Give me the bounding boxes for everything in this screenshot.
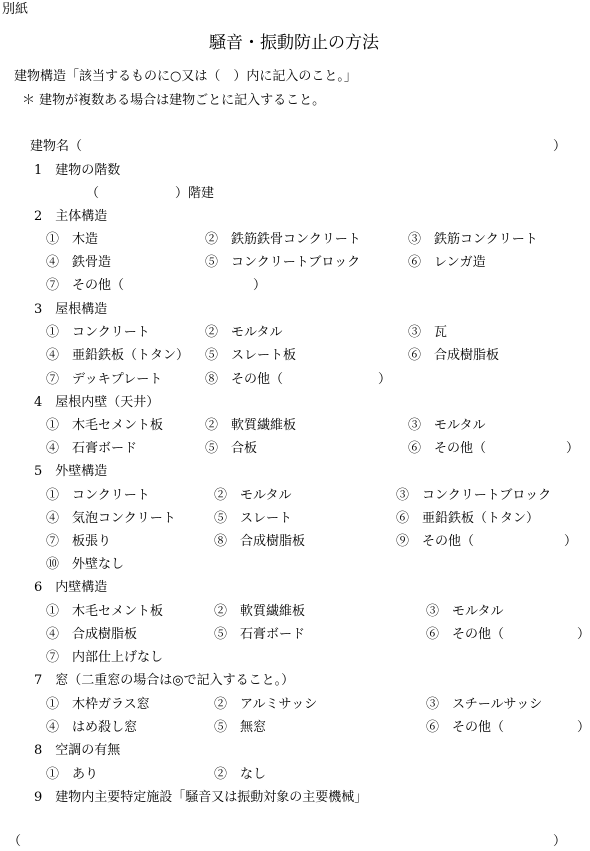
section-heading: 8 空調の有無: [34, 743, 121, 758]
option-item: ② 鉄筋鉄骨コンクリート: [205, 232, 361, 247]
corner-label: 別紙: [2, 2, 29, 17]
building-name-label: 建物名（: [30, 139, 83, 154]
equipment-blank-close: ）: [553, 834, 567, 849]
section-heading: 1 建物の階数: [34, 163, 121, 178]
option-item: ⑦ デッキプレート: [46, 372, 163, 387]
option-item: ⑤ 無窓: [214, 720, 267, 735]
option-item: ⑧ 合成樹脂板: [214, 534, 306, 549]
option-item: ① コンクリート: [46, 488, 150, 503]
option-item: ⑩ 外壁なし: [46, 557, 125, 572]
option-item: ⑥ 亜鉛鉄板（トタン）: [396, 511, 540, 526]
option-item: ③ コンクリートブロック: [396, 488, 552, 503]
option-item: ⑧ その他（: [205, 372, 284, 387]
option-close: ）: [253, 278, 267, 293]
option-item: ⑤ コンクリートブロック: [205, 255, 361, 270]
option-item: ⑥ レンガ造: [408, 255, 486, 270]
instruction-text: 建物構造「該当するものに○又は（ ）内に記入のこと。」: [14, 69, 357, 84]
option-item: ① コンクリート: [46, 325, 150, 340]
option-item: ② アルミサッシ: [214, 697, 318, 712]
option-item: ④ はめ殺し窓: [46, 720, 138, 735]
option-item: ⑦ その他（: [46, 278, 125, 293]
option-item: ② 軟質繊維板: [205, 418, 297, 433]
option-item: ③ 瓦: [408, 325, 448, 340]
floors-open: （: [86, 186, 100, 201]
option-item: ③ モルタル: [408, 418, 486, 433]
floors-close: ）階建: [175, 186, 215, 201]
option-item: ④ 気泡コンクリート: [46, 511, 176, 526]
option-item: ① 木造: [46, 232, 99, 247]
option-item: ⑤ 合板: [205, 441, 258, 456]
option-item: ⑦ 板張り: [46, 534, 112, 549]
option-item: ① 木毛セメント板: [46, 418, 164, 433]
option-close: ）: [564, 534, 578, 549]
option-item: ① 木枠ガラス窓: [46, 697, 150, 712]
page-title: 騒音・振動防止の方法: [209, 33, 379, 53]
option-item: ③ スチールサッシ: [426, 697, 543, 712]
equipment-blank-open: （: [8, 834, 22, 849]
option-item: ② モルタル: [205, 325, 283, 340]
option-item: ⑤ 石膏ボード: [214, 627, 306, 642]
section-heading: 7 窓（二重窓の場合は◎で記入すること。）: [34, 673, 295, 688]
option-close: ）: [577, 720, 590, 735]
option-item: ② 軟質繊維板: [214, 604, 306, 619]
option-item: ⑤ スレート: [214, 511, 293, 526]
option-item: ⑥ その他（: [426, 720, 505, 735]
option-item: ⑦ 内部仕上げなし: [46, 650, 164, 665]
building-name-close: ）: [553, 139, 567, 154]
option-item: ⑨ その他（: [396, 534, 475, 549]
section-heading: 5 外壁構造: [34, 464, 108, 479]
option-item: ④ 亜鉛鉄板（トタン）: [46, 348, 190, 363]
note-text: ＊ 建物が複数ある場合は建物ごとに記入すること。: [22, 93, 326, 108]
option-item: ④ 鉄骨造: [46, 255, 112, 270]
section-heading: 6 内壁構造: [34, 580, 108, 595]
option-item: ⑥ その他（: [408, 441, 487, 456]
section-heading: 2 主体構造: [34, 209, 108, 224]
option-item: ⑥ その他（: [426, 627, 505, 642]
option-item: ② モルタル: [214, 488, 292, 503]
option-item: ① あり: [46, 767, 99, 782]
option-item: ③ 鉄筋コンクリート: [408, 232, 538, 247]
option-item: ⑤ スレート板: [205, 348, 297, 363]
option-item: ④ 合成樹脂板: [46, 627, 138, 642]
option-close: ）: [566, 441, 580, 456]
option-item: ⑥ 合成樹脂板: [408, 348, 500, 363]
option-item: ① 木毛セメント板: [46, 604, 164, 619]
section-heading: 3 屋根構造: [34, 302, 108, 317]
section-heading: 9 建物内主要特定施設「騒音又は振動対象の主要機械」: [34, 790, 368, 805]
section-heading: 4 屋根内壁（天井）: [34, 395, 160, 410]
option-item: ③ モルタル: [426, 604, 504, 619]
option-item: ② なし: [214, 767, 267, 782]
option-close: ）: [378, 372, 392, 387]
option-item: ④ 石膏ボード: [46, 441, 138, 456]
option-close: ）: [577, 627, 590, 642]
